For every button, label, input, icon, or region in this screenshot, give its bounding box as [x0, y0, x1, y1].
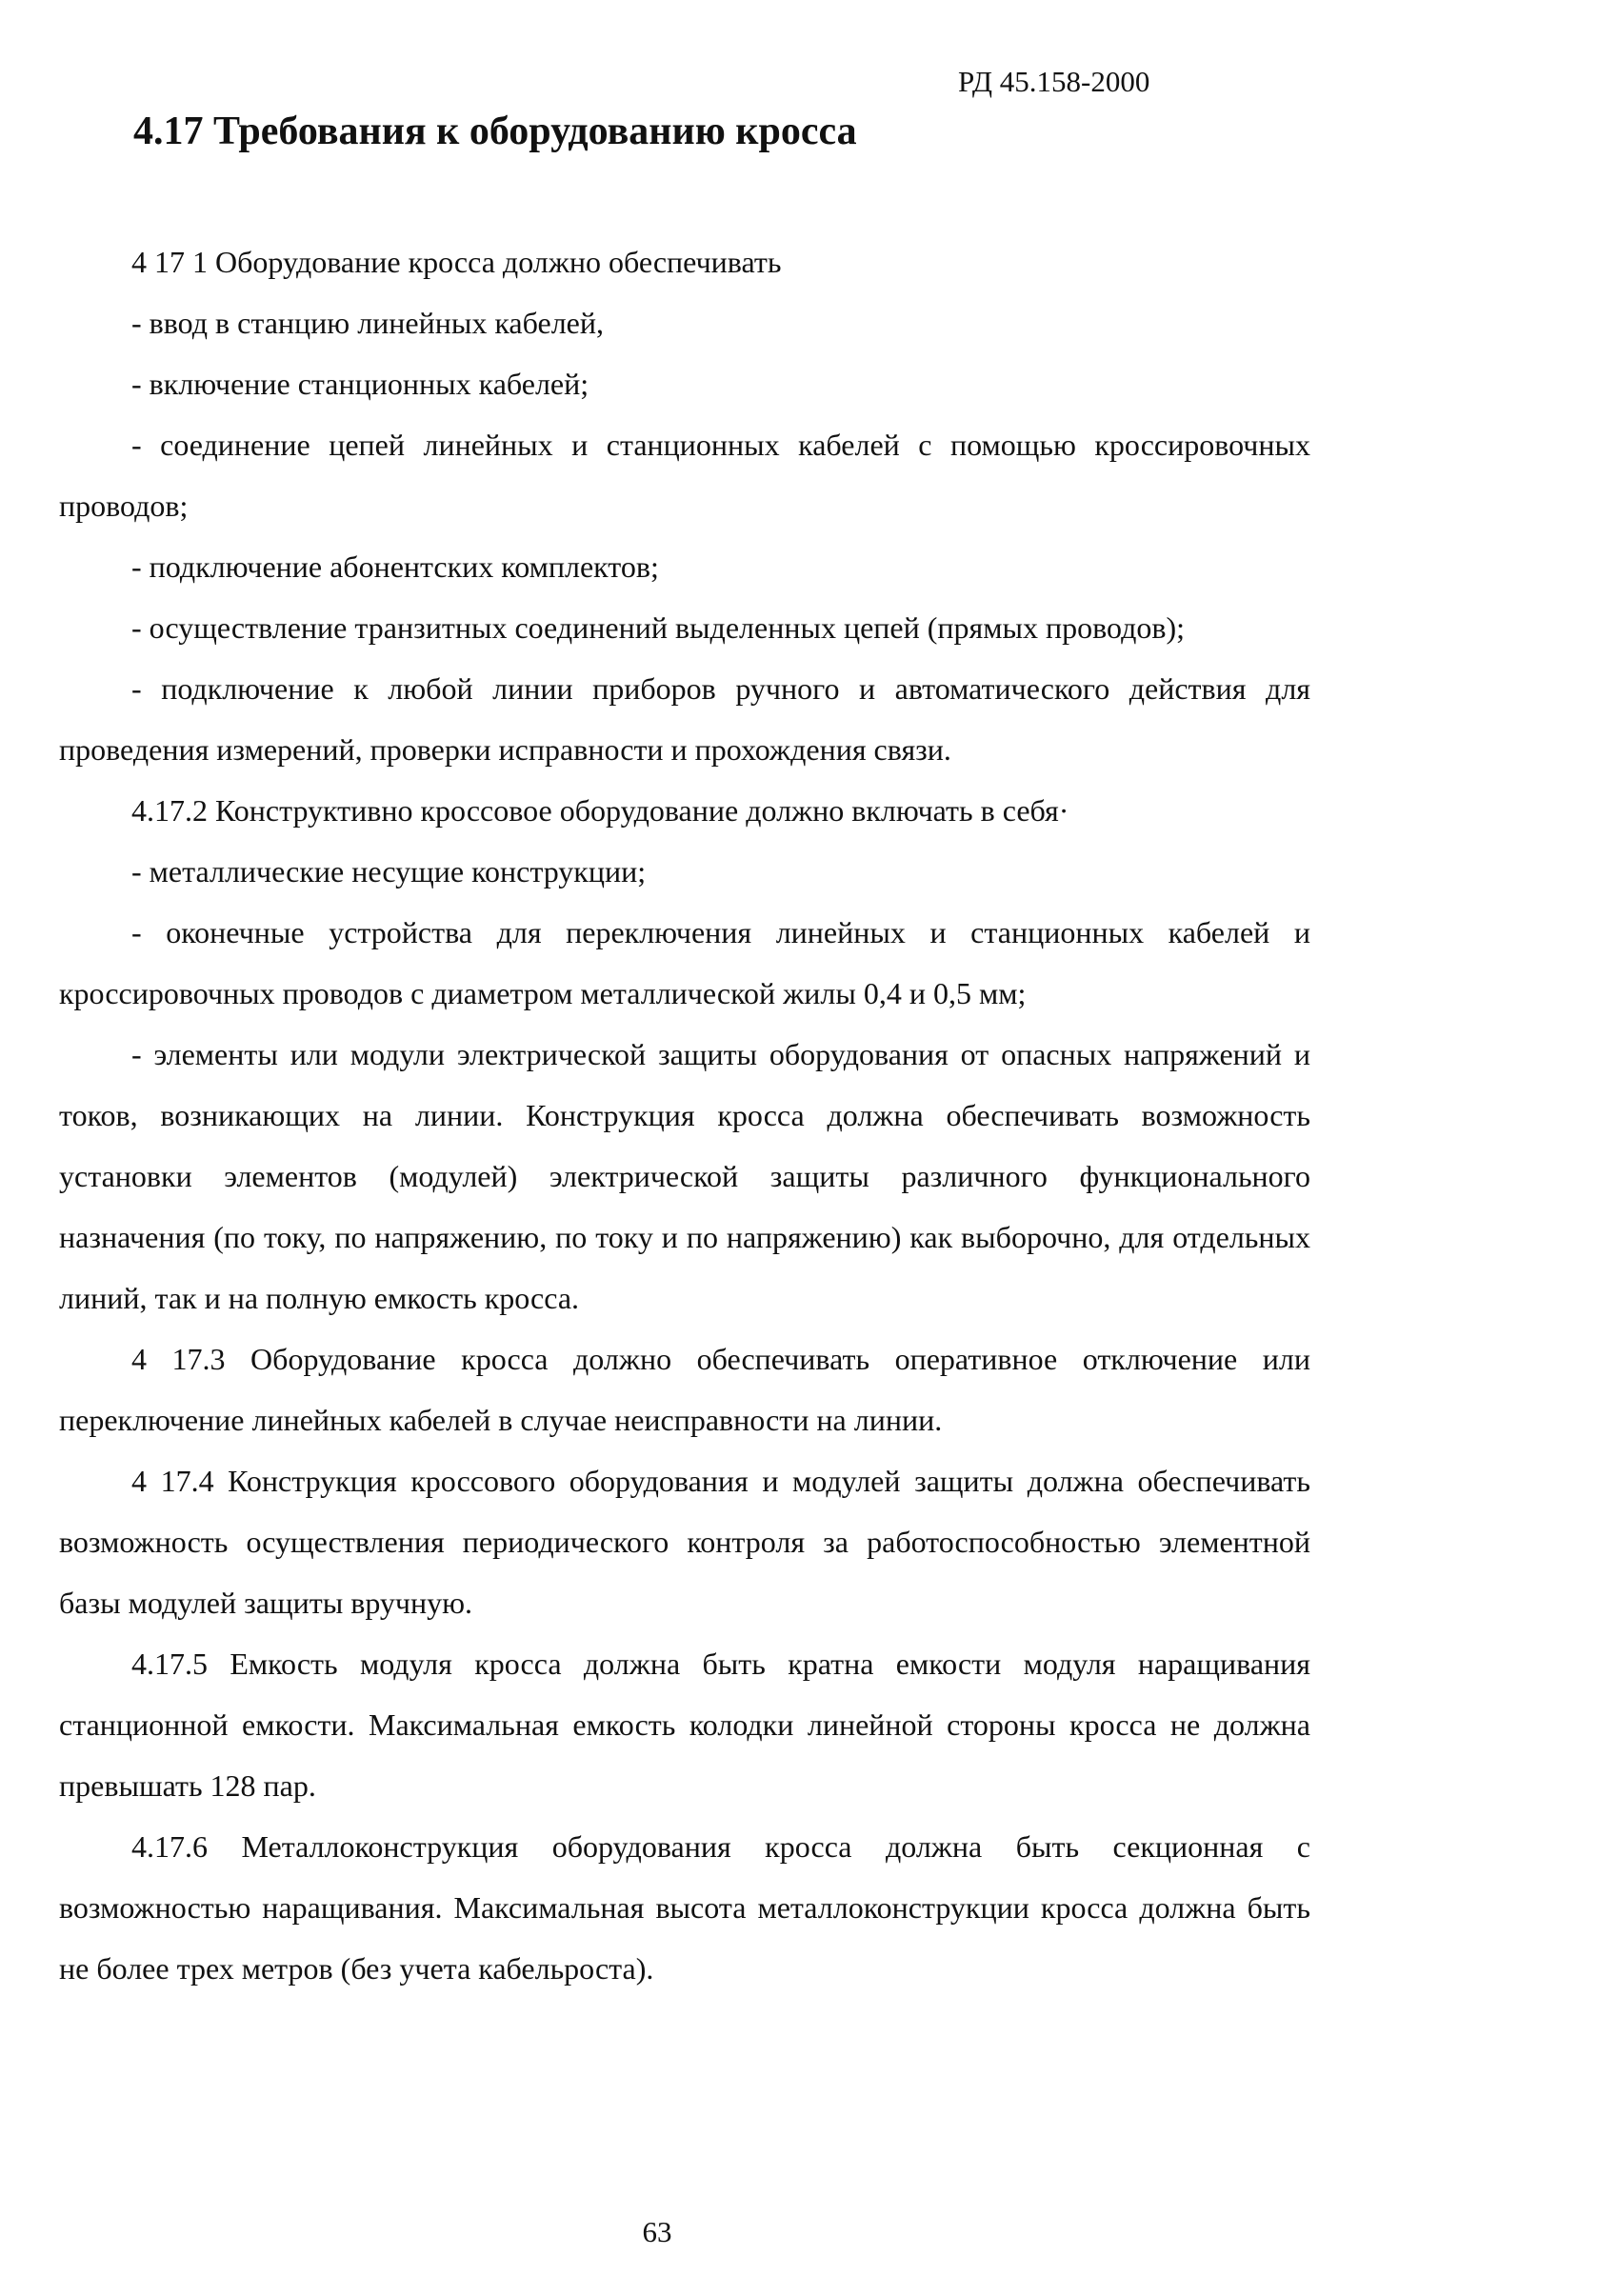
page-number: 63: [642, 2215, 672, 2248]
paragraph-4-17-3: 4 17.3 Оборудование кросса должно обеспечивать оперативное отключение или переключение линейных кабелей в случае неисправности на линии.: [59, 1342, 1310, 1437]
paragraph-4-17-1: 4 17 1 Оборудование кросса должно обеспечивать: [131, 245, 782, 279]
section-body: [59, 231, 1310, 1999]
paragraph-4-17-2: 4.17.2 Конструктивно кроссовое оборудование должно включать в себя·: [131, 793, 1069, 828]
list-item-metal-structures: - металлические несущие конструкции;: [131, 854, 647, 888]
list-item-circuit-connection: - соединение цепей линейных и станционных кабелей с помощью кроссировочных проводов;: [59, 428, 1310, 523]
list-item-protection-modules: - элементы или модули электрической защиты оборудования от опасных напряжений и токов, возникающих на линии. Конструкция кросса должна обеспечивать возможность установки элементов (модулей) электрической защиты различного функционального назначения (по току, по напряжению, по току и по напряжению) как выборочно, для отдельных линий, так и на полную емкость кросса.: [59, 1037, 1310, 1315]
list-item-instrument-connection: - подключение к любой линии приборов ручного и автоматического действия для проведения измерений, проверки исправности и прохождения связи.: [59, 671, 1310, 767]
section-title: 4.17 Требования к оборудованию кросса: [133, 110, 857, 153]
document-code: РД 45.158-2000: [958, 65, 1150, 98]
list-item-station-cables: - включение станционных кабелей;: [131, 367, 589, 401]
list-item-transit-connections: - осуществление транзитных соединений выделенных цепей (прямых проводов);: [131, 610, 1186, 645]
list-item-subscriber-sets: - подключение абонентских комплектов;: [131, 549, 659, 584]
paragraph-4-17-4: 4 17.4 Конструкция кроссового оборудования и модулей защиты должна обеспечивать возможность осуществления периодического контроля за работоспособностью элементной базы модулей защиты вручную.: [59, 1464, 1310, 1620]
list-item-cable-input: - ввод в станцию линейных кабелей,: [131, 306, 604, 340]
paragraph-4-17-6: 4.17.6 Металлоконструкция оборудования кросса должна быть секционная с возможностью наращивания. Максимальная высота металлоконструкции кросса должна быть не более трех метров (без учета кабельроста).: [59, 1829, 1310, 1986]
list-item-terminal-devices: - оконечные устройства для переключения линейных и станционных кабелей и кроссировочных проводов с диаметром металлической жилы 0,4 и 0,5 мм;: [59, 915, 1310, 1010]
paragraph-4-17-5: 4.17.5 Емкость модуля кросса должна быть кратна емкости модуля наращивания станционной емкости. Максимальная емкость колодки линейной стороны кросса не должна превышать 128 пар.: [59, 1647, 1310, 1803]
